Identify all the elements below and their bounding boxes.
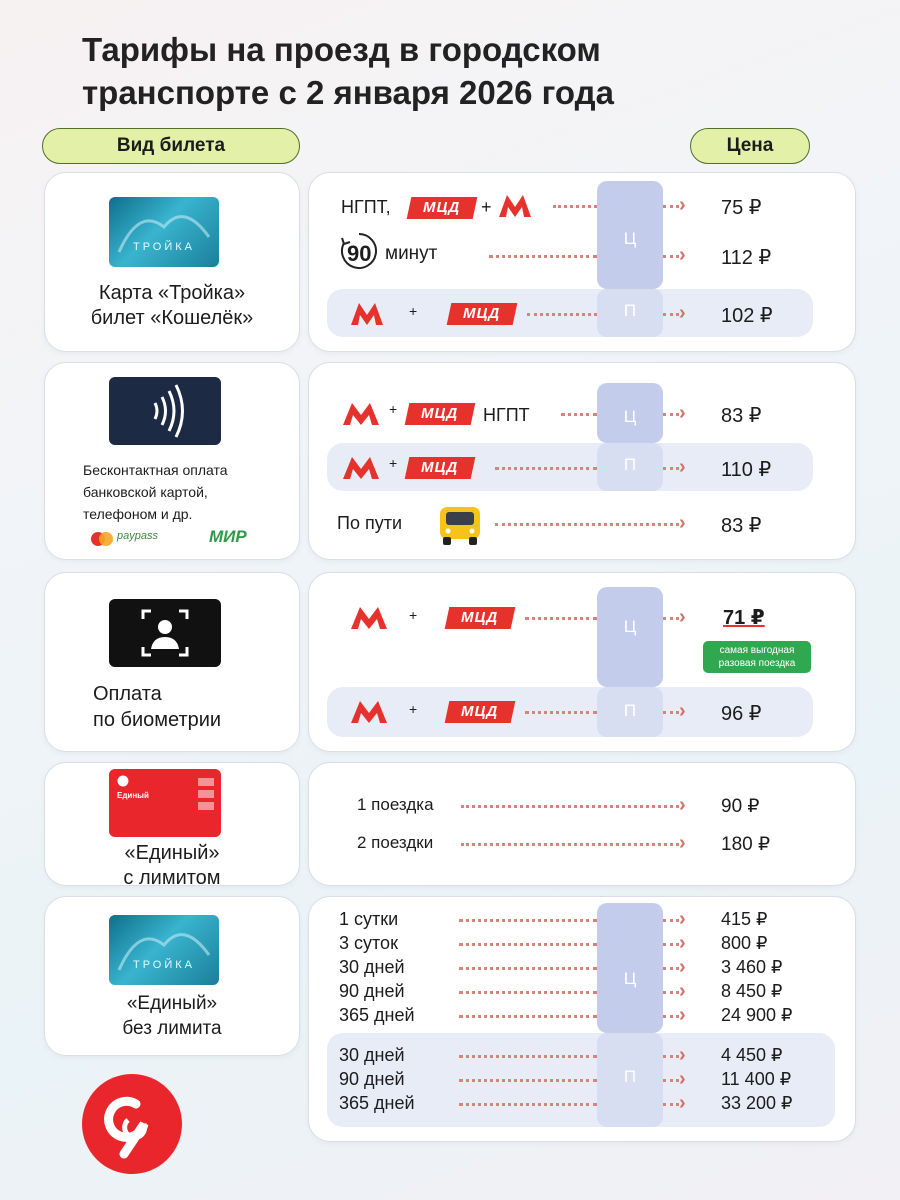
section5-name-line1: «Единый» bbox=[126, 993, 218, 1014]
c-marker: Ц bbox=[623, 617, 637, 636]
c-column bbox=[597, 903, 663, 1033]
minutes-label: минут bbox=[385, 243, 438, 264]
price-value: 4 450 ₽ bbox=[721, 1045, 783, 1065]
dotted-line bbox=[663, 205, 679, 208]
arrow-icon: › bbox=[679, 194, 686, 216]
section3-name-line2: по биометрии bbox=[93, 709, 222, 731]
best-price-value: 71 ₽ bbox=[723, 607, 765, 629]
arrow-icon: › bbox=[679, 302, 686, 324]
section4-name-line2: с лимитом bbox=[123, 867, 221, 889]
arrow-icon: › bbox=[679, 1004, 686, 1026]
metro-icon bbox=[341, 455, 381, 481]
section5-name bbox=[45, 991, 299, 1041]
plus-sign: + bbox=[481, 197, 492, 217]
dotted-line bbox=[459, 1015, 597, 1018]
dotted-line bbox=[495, 467, 597, 470]
minutes-number: 90 bbox=[347, 241, 372, 266]
contactless-icon bbox=[109, 377, 221, 445]
paypass-logo: paypass bbox=[117, 530, 158, 542]
dotted-line bbox=[663, 919, 679, 922]
troika-wallet-card bbox=[44, 172, 300, 352]
mcd-text: МЦД bbox=[423, 199, 461, 216]
arrow-icon: › bbox=[679, 1068, 686, 1090]
ride-count-label: 2 поездки bbox=[357, 833, 434, 852]
transport-icons bbox=[197, 777, 215, 817]
period-label: 30 дней bbox=[339, 1045, 405, 1065]
metro-icon bbox=[341, 401, 381, 427]
period-label: 365 дней bbox=[339, 1093, 415, 1113]
price-value: 110 ₽ bbox=[721, 459, 772, 481]
c-marker: Ц bbox=[623, 407, 637, 426]
price-value: 11 400 ₽ bbox=[721, 1069, 792, 1089]
price-value: 83 ₽ bbox=[721, 515, 762, 537]
dotted-line bbox=[663, 617, 679, 620]
price-value: 83 ₽ bbox=[721, 405, 762, 427]
biometric-card bbox=[44, 572, 300, 752]
dotted-line bbox=[489, 255, 597, 258]
section2-name-line3: телефоном и др. bbox=[83, 506, 193, 522]
moscow-transport-logo bbox=[80, 1072, 184, 1176]
badge-line2: разовая поездка bbox=[718, 658, 796, 669]
metro-icon bbox=[349, 605, 389, 631]
arrow-icon: › bbox=[679, 402, 686, 424]
mastercard-icon bbox=[89, 531, 115, 547]
mcd-text: МЦД bbox=[421, 405, 459, 422]
best-price-badge bbox=[703, 641, 811, 673]
dotted-line bbox=[495, 523, 679, 526]
face-id-icon bbox=[109, 599, 221, 667]
section2-tariffs bbox=[308, 362, 856, 560]
dotted-line bbox=[459, 943, 597, 946]
period-label: 365 дней bbox=[339, 1005, 415, 1025]
period-label: 90 дней bbox=[339, 981, 405, 1001]
section3-name-line1: Оплата bbox=[93, 683, 162, 705]
period-label: 30 дней bbox=[339, 957, 405, 977]
dotted-line bbox=[663, 1055, 679, 1058]
dotted-line bbox=[527, 313, 597, 316]
c-marker: Ц bbox=[623, 229, 637, 248]
title-line-2: транспорте с 2 января 2026 года bbox=[82, 74, 614, 111]
mcd-logo bbox=[445, 701, 516, 723]
ngpt-label: НГПТ bbox=[483, 405, 530, 425]
price-header: Цена bbox=[690, 128, 810, 164]
arrow-icon: › bbox=[679, 832, 686, 854]
dotted-line bbox=[459, 1055, 597, 1058]
c-marker: Ц bbox=[623, 969, 637, 988]
price-value: 33 200 ₽ bbox=[721, 1093, 793, 1113]
period-label: 3 суток bbox=[339, 933, 398, 953]
dotted-line bbox=[663, 1103, 679, 1106]
title-line-1: Тарифы на проезд в городском bbox=[82, 31, 601, 68]
dotted-line bbox=[663, 1079, 679, 1082]
section4-name-line1: «Единый» bbox=[124, 842, 220, 864]
troika-card-image bbox=[109, 915, 219, 985]
mcd-logo bbox=[447, 303, 518, 325]
plus-sign: + bbox=[409, 303, 418, 319]
section5-name-line2: без лимита bbox=[122, 1018, 222, 1039]
section1-name-line2: билет «Кошелёк» bbox=[90, 307, 254, 329]
dotted-line bbox=[525, 711, 597, 714]
plus-sign: + bbox=[389, 401, 398, 417]
arrow-icon: › bbox=[679, 456, 686, 478]
section4-tariffs bbox=[308, 762, 856, 886]
shuttle-bus-icon bbox=[437, 503, 483, 547]
mcd-text: МЦД bbox=[421, 459, 459, 476]
metro-logo-icon bbox=[117, 775, 129, 787]
ride-count-label: 1 поездка bbox=[357, 795, 434, 814]
dotted-line bbox=[461, 805, 679, 808]
c-column bbox=[597, 587, 663, 687]
p-marker: П bbox=[623, 701, 637, 720]
price-value: 180 ₽ bbox=[721, 834, 771, 855]
dotted-line bbox=[663, 943, 679, 946]
mcd-logo bbox=[405, 403, 476, 425]
dotted-line bbox=[663, 413, 679, 416]
page-title bbox=[82, 28, 782, 114]
price-value: 3 460 ₽ bbox=[721, 957, 783, 977]
price-value: 96 ₽ bbox=[721, 703, 762, 725]
section2-name bbox=[83, 459, 228, 525]
contactless-card bbox=[44, 362, 300, 560]
p-marker: П bbox=[623, 455, 637, 474]
biometric-card-image bbox=[109, 599, 221, 667]
arrow-icon: › bbox=[679, 908, 686, 930]
dotted-line bbox=[553, 205, 597, 208]
price-value: 102 ₽ bbox=[721, 305, 773, 327]
arrow-icon: › bbox=[679, 980, 686, 1002]
price-value: 112 ₽ bbox=[721, 247, 772, 269]
p-marker: П bbox=[623, 301, 637, 320]
mcd-text: МЦД bbox=[461, 703, 499, 720]
price-value: 75 ₽ bbox=[721, 197, 762, 219]
arrow-icon: › bbox=[679, 606, 686, 628]
arrow-icon: › bbox=[679, 932, 686, 954]
arrow-icon: › bbox=[679, 244, 686, 266]
section1-name-line1: Карта «Тройка» bbox=[98, 282, 246, 304]
arrow-icon: › bbox=[679, 700, 686, 722]
section3-name bbox=[93, 681, 221, 733]
dotted-line bbox=[459, 967, 597, 970]
metro-icon bbox=[349, 301, 385, 327]
dotted-line bbox=[525, 617, 597, 620]
plus-sign: + bbox=[409, 607, 418, 623]
plus-sign: + bbox=[389, 455, 398, 471]
arrow-icon: › bbox=[679, 512, 686, 534]
arrow-icon: › bbox=[679, 794, 686, 816]
dotted-line bbox=[459, 991, 597, 994]
plus-sign: + bbox=[409, 701, 418, 717]
troika-card-text: ТРОЙКА bbox=[132, 241, 196, 253]
period-label: 90 дней bbox=[339, 1069, 405, 1089]
arrow-icon: › bbox=[679, 956, 686, 978]
dotted-line bbox=[663, 255, 679, 258]
dotted-line bbox=[459, 919, 597, 922]
price-value: 24 900 ₽ bbox=[721, 1005, 793, 1025]
dotted-line bbox=[561, 413, 597, 416]
metro-icon bbox=[497, 193, 533, 219]
arrow-icon: › bbox=[679, 1092, 686, 1114]
p-marker: П bbox=[623, 1067, 637, 1086]
price-value: 415 ₽ bbox=[721, 909, 768, 929]
dotted-line bbox=[663, 991, 679, 994]
mir-logo: МИР bbox=[209, 527, 247, 546]
dotted-line bbox=[663, 467, 679, 470]
mcd-logo bbox=[407, 197, 478, 219]
section4-name bbox=[45, 841, 299, 891]
edinyi-card-image bbox=[109, 769, 221, 837]
troika-card-text: ТРОЙКА bbox=[132, 959, 196, 971]
section2-name-line1: Бесконтактная оплата bbox=[83, 462, 228, 478]
edinyi-card-label: Единый bbox=[117, 791, 149, 800]
edinyi-unlimited-card bbox=[44, 896, 300, 1056]
dotted-line bbox=[461, 843, 679, 846]
price-value: 90 ₽ bbox=[721, 796, 760, 817]
section3-tariffs bbox=[308, 572, 856, 752]
section2-name-line2: банковской картой, bbox=[83, 484, 208, 500]
mcd-logo bbox=[445, 607, 516, 629]
arrow-icon: › bbox=[679, 1044, 686, 1066]
ngpt-label: НГПТ, bbox=[341, 197, 391, 217]
badge-line1: самая выгодная bbox=[719, 645, 795, 656]
section1-tariffs bbox=[308, 172, 856, 352]
dotted-line bbox=[663, 313, 679, 316]
edinyi-limit-card bbox=[44, 762, 300, 889]
ticket-type-header: Вид билета bbox=[42, 128, 300, 164]
mcd-text: МЦД bbox=[461, 609, 499, 626]
dotted-line bbox=[663, 711, 679, 714]
dotted-line bbox=[459, 1103, 597, 1106]
dotted-line bbox=[459, 1079, 597, 1082]
dotted-line bbox=[663, 1015, 679, 1018]
metro-icon bbox=[349, 699, 389, 725]
section5-tariffs bbox=[308, 896, 856, 1142]
dotted-line bbox=[663, 967, 679, 970]
contactless-card-image bbox=[109, 377, 221, 445]
troika-card-image bbox=[109, 197, 219, 267]
mcd-logo bbox=[405, 457, 476, 479]
on-the-way-label: По пути bbox=[337, 513, 402, 533]
price-value: 800 ₽ bbox=[721, 933, 768, 953]
mcd-text: МЦД bbox=[463, 305, 501, 322]
section1-name bbox=[45, 281, 299, 331]
price-value: 8 450 ₽ bbox=[721, 981, 783, 1001]
period-label: 1 сутки bbox=[339, 909, 399, 929]
